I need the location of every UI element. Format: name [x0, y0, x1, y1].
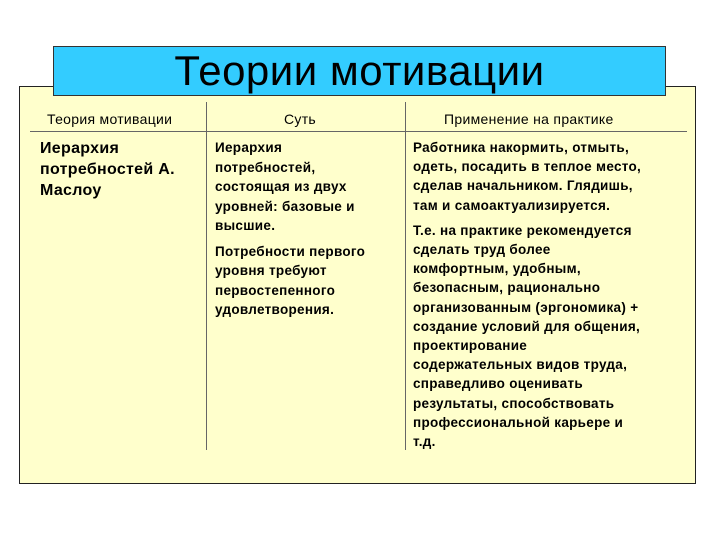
essence-line: удовлетворения.	[215, 302, 335, 317]
practice-line: организованным (эргономика) +	[413, 299, 639, 315]
essence-line: Потребности первого	[215, 243, 366, 259]
theory-line: потребностей А.	[40, 161, 175, 178]
practice-line: проектирование	[413, 338, 528, 354]
practice-line: комфортным, удобным,	[413, 261, 581, 277]
practice-line: сделать труд более	[413, 242, 551, 258]
practice-paragraph-2	[413, 221, 693, 451]
practice-line: т.д.	[413, 434, 436, 450]
essence-line: потребностей,	[215, 159, 316, 175]
essence-paragraph-1	[215, 138, 395, 236]
column-divider-2	[405, 102, 406, 450]
practice-line: справедливо оценивать	[413, 376, 583, 392]
header-essence: Суть	[284, 111, 317, 127]
cell-theory	[40, 138, 202, 201]
cell-practice	[413, 138, 693, 451]
essence-line: уровня требуют	[215, 263, 327, 278]
essence-paragraph-2	[215, 242, 395, 320]
practice-line: результаты, способствовать	[413, 395, 615, 411]
practice-line: содержательных видов труда,	[413, 357, 628, 373]
practice-line: Работника накормить, отмыть,	[413, 140, 630, 155]
practice-line: сделав начальником. Глядишь,	[413, 178, 633, 194]
essence-line: уровней: базовые и	[215, 198, 355, 214]
header-theory: Теория мотивации	[47, 111, 173, 127]
slide-title: Теории мотивации	[53, 46, 666, 96]
essence-line: высшие.	[215, 218, 276, 233]
theory-line: Маслоу	[40, 182, 102, 199]
header-divider	[30, 131, 687, 132]
essence-line: состоящая из двух	[215, 179, 347, 194]
practice-line: профессиональной карьере и	[413, 414, 624, 430]
cell-essence	[215, 138, 395, 320]
practice-line: Т.е. на практике рекомендуется	[413, 222, 632, 238]
header-practice: Применение на практике	[444, 111, 614, 127]
practice-line: безопасным, рационально	[413, 280, 601, 296]
essence-line: первостепенного	[215, 282, 336, 298]
practice-line: создание условий для общения,	[413, 318, 641, 334]
practice-line: одеть, посадить в теплое место,	[413, 159, 642, 175]
essence-line: Иерархия	[215, 140, 283, 155]
theory-line: Иерархия	[40, 140, 120, 157]
column-divider-1	[206, 102, 207, 450]
practice-paragraph-1	[413, 138, 693, 215]
practice-line: там и самоактуализируется.	[413, 197, 611, 213]
